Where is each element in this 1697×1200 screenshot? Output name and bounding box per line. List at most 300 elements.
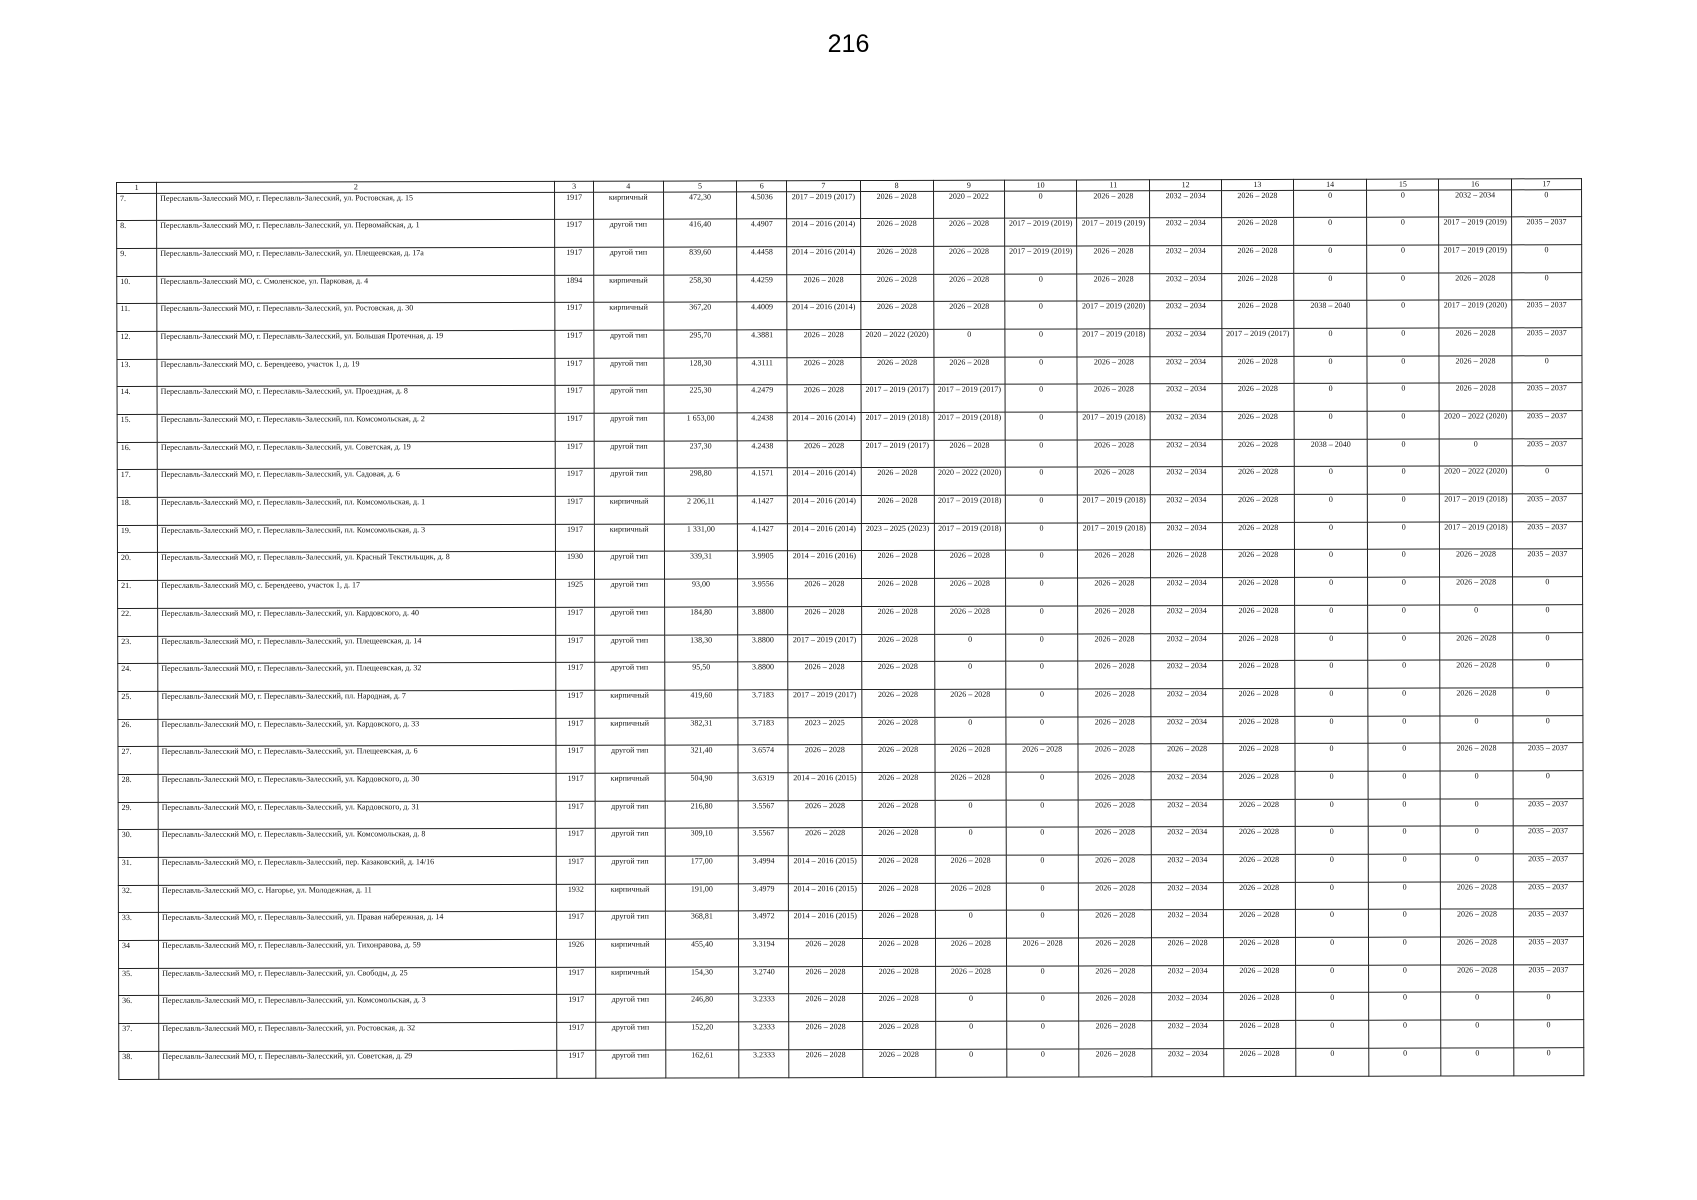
table-cell: 1917 <box>556 524 594 552</box>
row-number-cell: 18. <box>117 497 157 525</box>
table-cell: 2017 – 2019 (2018) <box>934 495 1005 523</box>
table-row <box>118 854 1583 886</box>
table-cell: 1917 <box>557 995 595 1023</box>
table-cell: 2017 – 2019 (2017) <box>787 191 860 219</box>
table-cell: 0 <box>1295 854 1368 882</box>
table-cell: 2020 – 2022 (2020) <box>860 329 933 357</box>
table-cell: 2026 – 2028 <box>861 689 934 717</box>
table-row <box>119 964 1584 996</box>
address-cell: Переславль-Залесский МО, г. Переславль-Залесский, ул. Плещеевская, д. 32 <box>158 663 556 692</box>
table-cell: 367,20 <box>664 302 737 330</box>
table-cell: 0 <box>935 911 1006 939</box>
table-cell: 2035 – 2037 <box>1512 521 1582 549</box>
table-cell: 2026 – 2028 <box>861 495 934 523</box>
table-cell: 2026 – 2028 <box>788 800 861 828</box>
table-cell: 2026 – 2028 <box>787 357 860 385</box>
table-cell: 2032 – 2034 <box>1150 218 1221 246</box>
table-cell: 2038 – 2040 <box>1294 439 1367 467</box>
table-cell: 2026 – 2028 <box>789 994 862 1022</box>
table-cell: 1917 <box>555 247 593 275</box>
row-number-cell: 25. <box>118 691 158 719</box>
row-number-cell: 7. <box>117 193 157 221</box>
table-cell: другой тип <box>594 358 664 386</box>
table-cell: 0 <box>1441 798 1513 826</box>
table-cell: 2032 – 2034 <box>1439 189 1511 217</box>
table-cell: 2017 – 2019 (2019) <box>1439 217 1511 245</box>
table-cell: 0 <box>1295 633 1368 661</box>
table-cell: 0 <box>1005 357 1077 385</box>
table-cell: 1894 <box>555 275 593 303</box>
table-cell: кирпичный <box>595 967 665 995</box>
table-cell: 504,90 <box>665 773 738 801</box>
table-cell: 2026 – 2028 <box>788 579 861 607</box>
table-cell: 0 <box>1513 715 1583 743</box>
table-cell: 1917 <box>557 856 595 884</box>
table-cell: 2026 – 2028 <box>1077 246 1150 274</box>
table-cell: 2023 – 2025 <box>788 717 861 745</box>
table-cell: 1917 <box>557 829 595 857</box>
row-number-cell: 22. <box>118 608 158 636</box>
table-cell: 3.3194 <box>739 939 789 967</box>
column-header: 14 <box>1293 179 1366 190</box>
table-cell: 1917 <box>556 690 594 718</box>
table-cell: 2026 – 2028 <box>1440 549 1512 577</box>
table-cell: 1925 <box>556 579 594 607</box>
table-cell: 2017 – 2019 (2020) <box>1439 300 1511 328</box>
table-cell: 2026 – 2028 <box>1441 909 1513 937</box>
table-cell: 2035 – 2037 <box>1512 328 1582 356</box>
row-number-cell: 38. <box>119 1051 159 1079</box>
table-cell: 0 <box>1005 440 1077 468</box>
table-cell: другой тип <box>595 911 665 939</box>
table-cell: 2026 – 2028 <box>1222 411 1294 439</box>
table-row <box>117 245 1582 277</box>
table-row <box>117 300 1582 332</box>
table-cell: 0 <box>1295 937 1368 965</box>
column-header: 8 <box>860 180 933 191</box>
table-cell: 2026 – 2028 <box>1151 744 1222 772</box>
table-cell: 0 <box>1005 384 1077 412</box>
column-header: 16 <box>1439 179 1511 190</box>
table-cell: 2035 – 2037 <box>1513 964 1583 992</box>
page-number: 216 <box>827 30 870 58</box>
table-cell: 309,10 <box>665 828 738 856</box>
table-cell: 3.2333 <box>739 1022 789 1050</box>
address-cell: Переславль-Залесский МО, с. Смоленское, ул. Парковая, д. 4 <box>157 275 555 304</box>
table-cell: 4.3111 <box>737 357 787 385</box>
table-cell: 0 <box>1368 660 1440 688</box>
table-cell: 2035 – 2037 <box>1512 383 1582 411</box>
column-header: 3 <box>555 181 593 192</box>
table-cell: 1917 <box>557 1050 595 1078</box>
table-row <box>119 992 1584 1024</box>
table-cell: 2017 – 2019 (2019) <box>1005 218 1077 246</box>
table-cell: другой тип <box>595 828 665 856</box>
table-cell: 0 <box>935 717 1006 745</box>
table-cell: 0 <box>1005 329 1077 357</box>
table-cell: 4.1427 <box>737 523 787 551</box>
table-cell: 0 <box>1367 190 1439 218</box>
column-header: 1 <box>117 182 157 193</box>
table-cell: 2032 – 2034 <box>1152 1048 1223 1076</box>
table-cell: 2035 – 2037 <box>1513 798 1583 826</box>
table-cell: другой тип <box>593 219 663 247</box>
table-cell: 0 <box>1368 716 1440 744</box>
table-cell: 0 <box>1367 383 1439 411</box>
address-cell: Переславль-Залесский МО, с. Берендеево, участок 1, д. 19 <box>157 358 555 387</box>
table-cell: 0 <box>1440 439 1512 467</box>
table-cell: 2026 – 2028 <box>860 191 933 219</box>
table-cell: 1917 <box>557 801 595 829</box>
table-cell: 0 <box>934 329 1005 357</box>
table-cell: 2035 – 2037 <box>1513 881 1583 909</box>
table-cell: 2026 – 2028 <box>935 689 1006 717</box>
column-header: 9 <box>933 180 1004 191</box>
table-cell: 2026 – 2028 <box>1078 744 1151 772</box>
address-cell: Переславль-Залесский МО, г. Переславль-Залесский, пл. Комсомольская, д. 1 <box>157 496 555 525</box>
table-cell: 1917 <box>556 469 594 497</box>
table-cell: 2026 – 2028 <box>933 218 1004 246</box>
table-cell: 0 <box>1513 1020 1583 1048</box>
table-cell: 2026 – 2028 <box>1222 467 1294 495</box>
table-cell: 1917 <box>556 718 594 746</box>
column-header: 5 <box>663 181 736 192</box>
address-cell: Переславль-Залесский МО, г. Переславль-Залесский, ул. Плещеевская, д. 14 <box>158 635 556 664</box>
table-cell: 2026 – 2028 <box>861 717 934 745</box>
table-cell: 2026 – 2028 <box>1078 689 1151 717</box>
address-cell: Переславль-Залесский МО, г. Переславль-Залесский, ул. Советская, д. 29 <box>159 1050 557 1079</box>
table-cell: 1917 <box>557 967 595 995</box>
table-cell: 162,61 <box>666 1050 739 1078</box>
table-cell: 2026 – 2028 <box>862 994 935 1022</box>
table-cell: 2026 – 2028 <box>1078 661 1151 689</box>
table-cell: 298,80 <box>664 468 737 496</box>
table-cell: 382,31 <box>665 717 738 745</box>
column-header: 2 <box>157 181 555 193</box>
table-cell: 4.1571 <box>737 468 787 496</box>
row-number-cell: 10. <box>117 276 157 304</box>
table-cell: 2026 – 2028 <box>787 329 860 357</box>
table-cell: 0 <box>1369 882 1441 910</box>
table-cell: 0 <box>1006 910 1078 938</box>
table-cell: 1917 <box>556 441 594 469</box>
table-cell: 2026 – 2028 <box>1223 827 1295 855</box>
table-cell: 0 <box>1294 273 1367 301</box>
row-number-cell: 35. <box>119 968 159 996</box>
table-cell: 0 <box>1006 578 1078 606</box>
table-cell: 2032 – 2034 <box>1150 245 1221 273</box>
table-cell: 0 <box>1512 355 1582 383</box>
table-cell: другой тип <box>594 552 664 580</box>
table-cell: 0 <box>1007 1021 1079 1049</box>
table-cell: 0 <box>1294 217 1367 245</box>
table-cell: 2032 – 2034 <box>1152 910 1223 938</box>
table-cell: 1917 <box>555 303 593 331</box>
table-cell: 2026 – 2028 <box>1151 550 1222 578</box>
table-cell: 2026 – 2028 <box>860 302 933 330</box>
table-cell: 0 <box>1511 189 1581 217</box>
table-cell: другой тип <box>595 856 665 884</box>
table-cell: 2026 – 2028 <box>862 1049 935 1077</box>
row-number-cell: 37. <box>119 1024 159 1052</box>
table-row <box>117 521 1582 553</box>
table-cell: 2026 – 2028 <box>1439 383 1511 411</box>
table-cell: другой тип <box>595 995 665 1023</box>
table-cell: 2026 – 2028 <box>861 468 934 496</box>
table-cell: 2026 – 2028 <box>787 440 860 468</box>
table-cell: 2014 – 2016 (2014) <box>787 302 860 330</box>
table-cell: 2014 – 2016 (2015) <box>789 883 862 911</box>
table-cell: 2038 – 2040 <box>1294 300 1367 328</box>
table-cell: 416,40 <box>663 219 736 247</box>
table-cell: 0 <box>936 1049 1007 1077</box>
table-cell: 4.1427 <box>737 496 787 524</box>
table-cell: 2026 – 2028 <box>787 385 860 413</box>
row-number-cell: 27. <box>118 747 158 775</box>
table-cell: 2026 – 2028 <box>1223 688 1295 716</box>
table-cell: 2017 – 2019 (2017) <box>861 440 934 468</box>
table-cell: 4.2479 <box>737 385 787 413</box>
table-cell: 0 <box>1006 800 1078 828</box>
table-row <box>117 411 1582 443</box>
table-cell: 2020 – 2022 (2020) <box>1440 466 1512 494</box>
table-cell: 2026 – 2028 <box>861 662 934 690</box>
table-cell: 339,31 <box>664 551 737 579</box>
table-cell: 0 <box>1368 633 1440 661</box>
row-number-cell: 17. <box>117 470 157 498</box>
table-cell: 2023 – 2025 (2023) <box>861 523 934 551</box>
row-number-cell: 16. <box>117 442 157 470</box>
table-cell: 2020 – 2022 <box>933 191 1004 219</box>
table-row <box>117 355 1582 387</box>
table-cell: 0 <box>1005 274 1077 302</box>
table-cell: 225,30 <box>664 385 737 413</box>
table-cell: 2026 – 2028 <box>789 1022 862 1050</box>
table-cell: 0 <box>935 1021 1006 1049</box>
address-cell: Переславль-Залесский МО, г. Переславль-Залесский, ул. Проездная, д. 8 <box>157 386 555 415</box>
table-cell: 2017 – 2019 (2017) <box>934 384 1005 412</box>
table-cell: 2026 – 2028 <box>1077 356 1150 384</box>
table-cell: 237,30 <box>664 441 737 469</box>
table-cell: 2014 – 2016 (2014) <box>788 496 861 524</box>
row-number-cell: 29. <box>118 802 158 830</box>
table-cell: 2026 – 2028 <box>789 939 862 967</box>
table-cell: 2017 – 2019 (2019) <box>1005 246 1077 274</box>
table-cell: 2014 – 2016 (2014) <box>787 219 860 247</box>
table-cell: другой тип <box>595 801 665 829</box>
table-cell: 2026 – 2028 <box>1223 716 1295 744</box>
table-cell: 0 <box>1367 356 1439 384</box>
table-cell: 2017 – 2019 (2018) <box>1077 412 1150 440</box>
row-number-cell: 32. <box>118 885 158 913</box>
table-cell: 2026 – 2028 <box>1440 688 1512 716</box>
table-cell: 2026 – 2028 <box>1222 522 1294 550</box>
table-cell: 0 <box>1368 771 1440 799</box>
table-cell: 2026 – 2028 <box>1441 882 1513 910</box>
row-number-cell: 34 <box>118 940 158 968</box>
table-cell: 4.3881 <box>737 330 787 358</box>
table-row <box>117 438 1582 470</box>
table-cell: 4.2438 <box>737 413 787 441</box>
table-cell: 2026 – 2028 <box>1221 218 1293 246</box>
table-cell: 3.5567 <box>738 800 788 828</box>
table-cell: 1930 <box>556 552 594 580</box>
table-cell: 2026 – 2028 <box>1078 633 1151 661</box>
table-cell: 0 <box>1511 245 1581 273</box>
table-cell: 0 <box>1295 716 1368 744</box>
address-cell: Переславль-Залесский МО, г. Переславль-Залесский, ул. Свободы, д. 25 <box>159 967 557 996</box>
table-cell: 0 <box>1295 605 1368 633</box>
table-cell: кирпичный <box>594 690 664 718</box>
table-cell: 419,60 <box>665 690 738 718</box>
table-cell: 0 <box>1295 688 1368 716</box>
table-cell: 0 <box>934 634 1005 662</box>
column-header: 15 <box>1367 179 1439 190</box>
table-cell: 368,81 <box>665 911 738 939</box>
address-cell: Переславль-Залесский МО, г. Переславль-Залесский, пл. Комсомольская, д. 3 <box>158 524 556 553</box>
table-cell: 472,30 <box>663 191 736 219</box>
table-cell: 0 <box>1295 910 1368 938</box>
table-cell: 95,50 <box>665 662 738 690</box>
table-cell: 2035 – 2037 <box>1512 549 1582 577</box>
table-cell: 2032 – 2034 <box>1152 1021 1223 1049</box>
table-cell: 3.4972 <box>739 911 789 939</box>
table-cell: 2032 – 2034 <box>1151 605 1222 633</box>
table-row <box>118 688 1583 720</box>
table-cell: 2017 – 2019 (2018) <box>861 412 934 440</box>
table-cell: 0 <box>1005 412 1077 440</box>
row-number-cell: 20. <box>117 553 157 581</box>
table-cell: 2026 – 2028 <box>935 772 1006 800</box>
table-cell: 2026 – 2028 <box>1223 965 1295 993</box>
table-cell: 4.4259 <box>737 274 787 302</box>
table-cell: 0 <box>1512 688 1582 716</box>
table-cell: 2026 – 2028 <box>1221 273 1293 301</box>
table-cell: кирпичный <box>593 192 663 220</box>
table-cell: 2 206,11 <box>664 496 737 524</box>
address-cell: Переславль-Залесский МО, г. Переславль-Залесский, ул. Кардовского, д. 31 <box>158 801 556 830</box>
row-number-cell: 8. <box>117 221 157 249</box>
table-cell: 2026 – 2028 <box>1223 771 1295 799</box>
table-cell: 4.4458 <box>737 247 787 275</box>
table-cell: 2026 – 2028 <box>860 274 933 302</box>
address-cell: Переславль-Залесский МО, г. Переславль-Залесский, ул. Ростовская, д. 32 <box>159 1022 557 1051</box>
table-row <box>117 217 1582 249</box>
table-cell: 2032 – 2034 <box>1152 799 1223 827</box>
table-cell: 2014 – 2016 (2015) <box>789 911 862 939</box>
table-cell: 2026 – 2028 <box>1079 910 1152 938</box>
table-row <box>117 466 1582 498</box>
table-cell: 0 <box>1368 688 1440 716</box>
address-cell: Переславль-Залесский МО, г. Переславль-Залесский, ул. Плещеевская, д. 17а <box>157 247 555 276</box>
table-cell: 2032 – 2034 <box>1150 190 1221 218</box>
table-cell: 128,30 <box>664 357 737 385</box>
table-cell: 0 <box>935 800 1006 828</box>
table-cell: 321,40 <box>665 745 738 773</box>
table-cell: 0 <box>1007 966 1079 994</box>
table-cell: 2026 – 2028 <box>1222 578 1294 606</box>
table-cell: другой тип <box>594 635 664 663</box>
column-header: 13 <box>1221 179 1293 190</box>
address-cell: Переславль-Залесский МО, г. Переславль-Залесский, ул. Ростовская, д. 15 <box>157 192 555 221</box>
table-cell: 2026 – 2028 <box>862 911 935 939</box>
table-cell: другой тип <box>593 330 663 358</box>
table-cell: 0 <box>1006 827 1078 855</box>
table-cell: 0 <box>1006 883 1078 911</box>
table-cell: другой тип <box>594 441 664 469</box>
table-cell: 2026 – 2028 <box>1223 937 1295 965</box>
table-cell: 2026 – 2028 <box>1079 1049 1152 1077</box>
table-cell: 0 <box>1441 1020 1513 1048</box>
table-cell: 0 <box>1440 771 1512 799</box>
table-cell: 2020 – 2022 (2020) <box>1440 411 1512 439</box>
table-cell: 2026 – 2028 <box>862 966 935 994</box>
table-cell: 0 <box>1368 577 1440 605</box>
row-number-cell: 12. <box>117 331 157 359</box>
table-cell: 2026 – 2028 <box>1079 1021 1152 1049</box>
table-cell: 2026 – 2028 <box>933 274 1004 302</box>
table-cell: 2026 – 2028 <box>1078 855 1151 883</box>
table-cell: 2026 – 2028 <box>1439 272 1511 300</box>
table-cell: 2014 – 2016 (2014) <box>788 523 861 551</box>
table-cell: 2026 – 2028 <box>1440 743 1512 771</box>
table-cell: 0 <box>1005 301 1077 329</box>
table-cell: 2026 – 2028 <box>1222 356 1294 384</box>
table-cell: 2032 – 2034 <box>1151 495 1222 523</box>
table-cell: 152,20 <box>666 1022 739 1050</box>
table-cell: 1 331,00 <box>664 524 737 552</box>
table-cell: 2017 – 2019 (2017) <box>1222 328 1294 356</box>
table-cell: 2026 – 2028 <box>934 551 1005 579</box>
table-cell: 2026 – 2028 <box>1222 661 1294 689</box>
table-cell: 0 <box>1296 1020 1369 1048</box>
table-row <box>117 272 1582 304</box>
table-cell: 2026 – 2028 <box>1078 716 1151 744</box>
table-cell: 2026 – 2028 <box>1079 882 1152 910</box>
address-cell: Переславль-Залесский МО, г. Переславль-Залесский, ул. Тихонравова, д. 59 <box>159 939 557 968</box>
row-number-cell: 15. <box>117 414 157 442</box>
table-cell: 0 <box>1441 826 1513 854</box>
table-cell: 2014 – 2016 (2015) <box>789 856 862 884</box>
table-cell: 2032 – 2034 <box>1151 661 1222 689</box>
table-cell: 0 <box>1294 384 1367 412</box>
address-cell: Переславль-Залесский МО, г. Переславль-Залесский, пл. Народная, д. 7 <box>158 690 556 719</box>
table-cell: 1917 <box>557 773 595 801</box>
table-cell: 2014 – 2016 (2014) <box>787 413 860 441</box>
table-row <box>117 189 1582 221</box>
table-cell: кирпичный <box>594 524 664 552</box>
table-cell: 3.2740 <box>739 966 789 994</box>
table-cell: 0 <box>1512 632 1582 660</box>
table-cell: 2032 – 2034 <box>1152 855 1223 883</box>
table-cell: 0 <box>1005 550 1077 578</box>
table-cell: 0 <box>1368 522 1440 550</box>
table-cell: 2032 – 2034 <box>1152 882 1223 910</box>
table-cell: 2026 – 2028 <box>1006 938 1078 966</box>
table-cell: 2035 – 2037 <box>1513 909 1583 937</box>
table-cell: 0 <box>1367 466 1439 494</box>
table-cell: 2026 – 2028 <box>935 966 1006 994</box>
table-cell: 2026 – 2028 <box>935 938 1006 966</box>
table-cell: 0 <box>1006 606 1078 634</box>
table-cell: 2026 – 2028 <box>1006 744 1078 772</box>
table-cell: 2026 – 2028 <box>1079 993 1152 1021</box>
table-cell: 2035 – 2037 <box>1511 217 1581 245</box>
table-cell: 2026 – 2028 <box>1222 301 1294 329</box>
table-cell: 0 <box>1294 577 1367 605</box>
table-cell: другой тип <box>594 413 664 441</box>
housing-register-table <box>116 178 1584 1079</box>
